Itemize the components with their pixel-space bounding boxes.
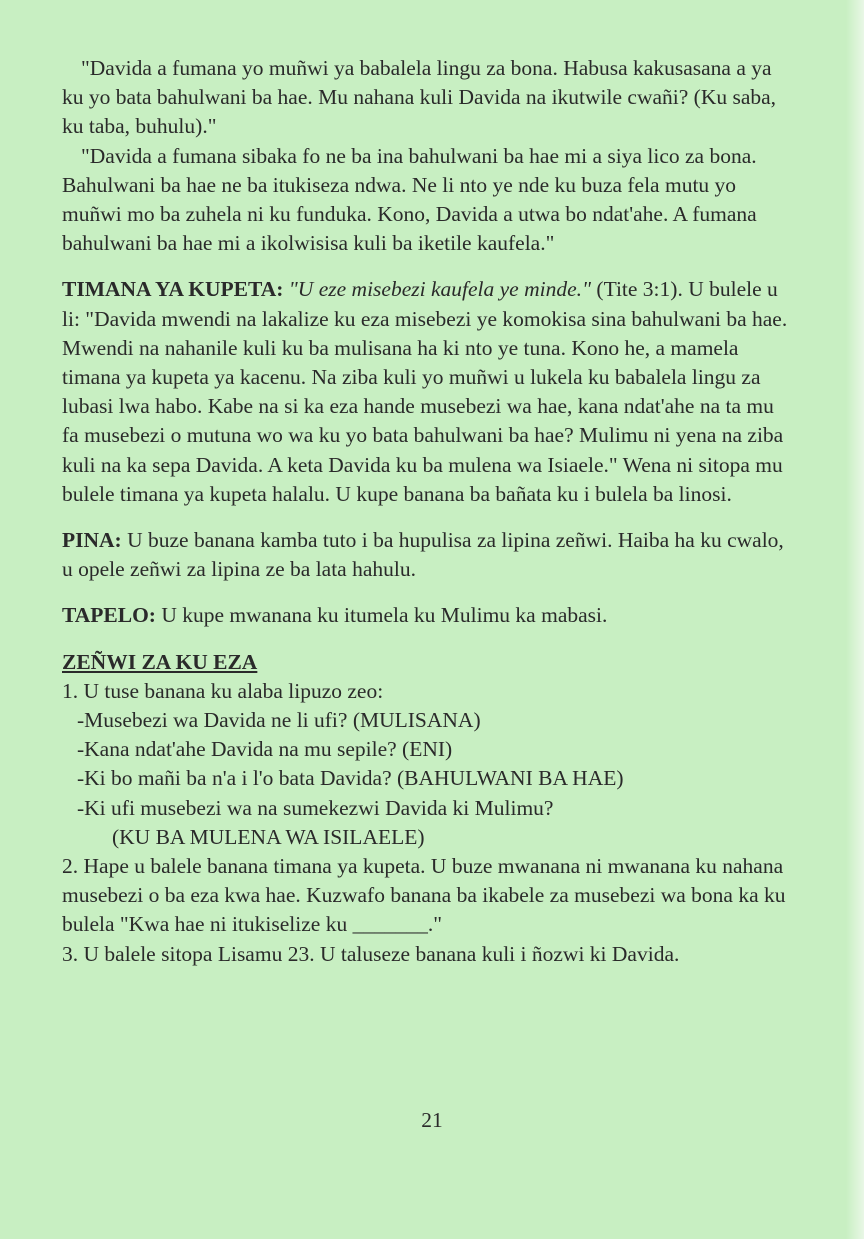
story-paragraph-1: "Davida a fumana yo muñwi ya babalela lingu za bona. Habusa kakusasana a ya ku yo bata bahulwani ba hae. Mu nahana kuli Davida na ikutwile cwañi? (Ku saba, ku taba, buhulu)." [62, 56, 777, 139]
prayer-section [62, 601, 792, 630]
prayer-label: TAPELO: [62, 603, 156, 628]
question-3: -Ki bo mañi ba n'a i l'o bata Davida? (BAHULWANI BA HAE) [77, 766, 624, 791]
song-body: U buze banana kamba tuto i ba hupulisa za lipina zeñwi. Haiba ha ku cwalo, u opele zeñwi za lipina ze ba lata hahulu. [62, 528, 784, 582]
activities-heading: ZEÑWI ZA KU EZA [62, 649, 258, 674]
activity-item-3: 3. U balele sitopa Lisamu 23. U taluseze banana kuli i ñozwi ki Davida. [62, 941, 680, 966]
memory-verse-body: (Tite 3:1). U bulele u li: "Davida mwendi na lakalize ku eza misebezi ye komokisa sina bahulwani ba hae. Mwendi na nahanile kuli ku ba mulisana ha ki nto ye tuna. Kono he, a mamela timana ya kupeta ya kacenu. Na ziba kuli yo muñwi u lukela ku babalela lingu za lubasi lwa habo. Kabe na si ka eza hande musebezi wa hae, kana ndat'ahe na ta mu fa musebezi o mutuna wo wa ku yo bata bahulwani ba hae? Mulimu ni yena na ziba kuli na ka sepa Davida. A keta Davida ku ba mulena wa Isiaele." Wena ni sitopa mu bulele timana ya kupeta halalu. U kupe banana ba bañata ku i bulela ba linosi. [62, 277, 788, 506]
prayer-body: U kupe mwanana ku itumela ku Mulimu ka mabasi. [161, 603, 608, 628]
question-4: -Ki ufi musebezi wa na sumekezwi Davida ki Mulimu? [77, 795, 554, 820]
page-number: 21 [421, 1108, 443, 1132]
question-1: -Musebezi wa Davida ne li ufi? (MULISANA) [77, 708, 481, 733]
activity-item-1: 1. U tuse banana ku alaba lipuzo zeo: [62, 678, 384, 703]
memory-verse-quote: "U eze misebezi kaufela ye minde." [288, 277, 592, 302]
story-paragraph-2: "Davida a fumana sibaka fo ne ba ina bahulwani ba hae mi a siya lico za bona. Bahulwani ba hae ne ba itukiseza ndwa. Ne li nto ye nde ku buza fela mutu yo muñwi mo ba zuhela ni ku funduka. Kono, Davida a utwa bo ndat'ahe. A fumana bahulwani ba hae mi a ikolwisisa kuli ba iketile kaufela." [62, 143, 757, 256]
activity-item-2: 2. Hape u balele banana timana ya kupeta. U buze mwanana ni mwanana ku nahana musebezi o ba eza kwa hae. Kuzwafo banana ba ikabele za musebezi wa bona ka ku bulela "Kwa hae ni itukiselize ku _______." [62, 854, 786, 937]
question-2: -Kana ndat'ahe Davida na mu sepile? (ENI) [77, 737, 453, 762]
memory-verse-label: TIMANA YA KUPETA: [62, 277, 284, 302]
page-edge [846, 0, 864, 1239]
page-content [62, 54, 792, 969]
question-4-answer: (KU BA MULENA WA ISILAELE) [112, 824, 425, 849]
song-section [62, 526, 792, 584]
song-label: PINA: [62, 528, 122, 553]
memory-verse-section [62, 275, 792, 509]
